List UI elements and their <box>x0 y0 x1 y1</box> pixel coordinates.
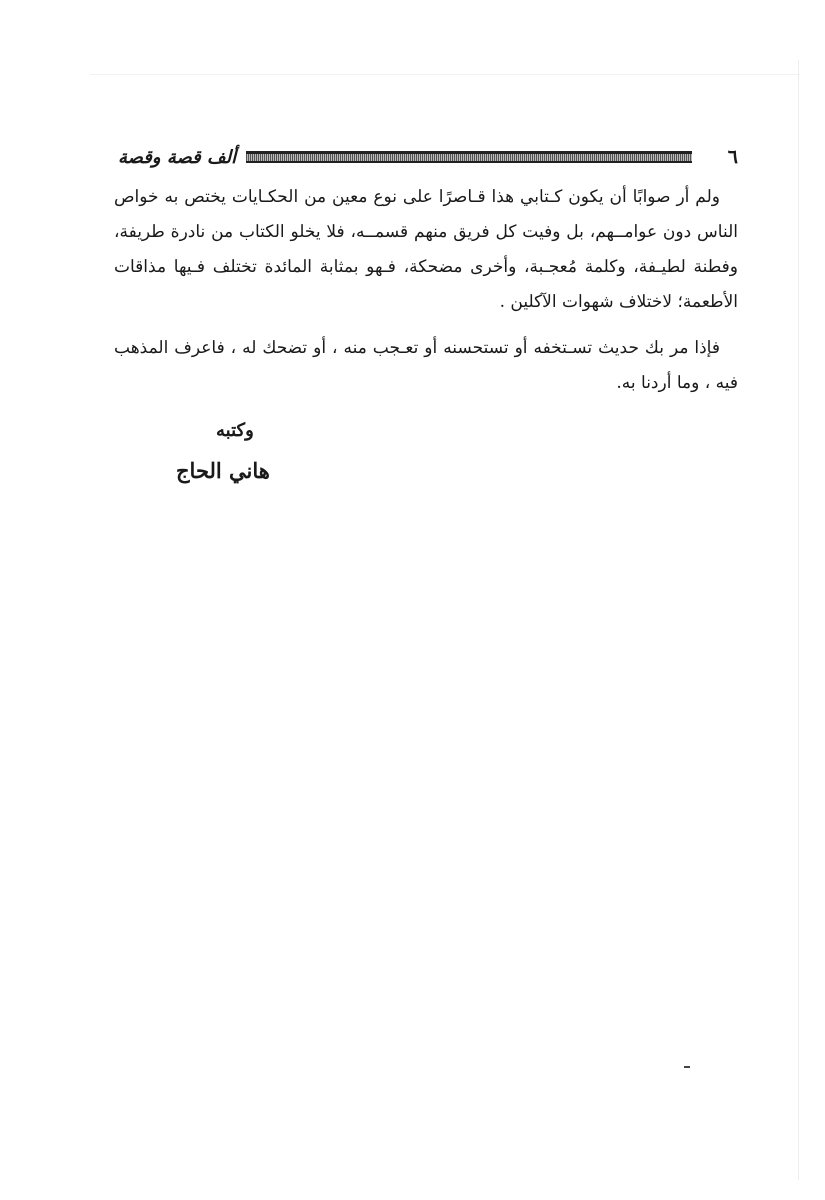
scan-speck <box>684 1066 690 1068</box>
header-rule <box>246 151 692 163</box>
scan-edge <box>798 60 799 1180</box>
scan-edge <box>90 74 800 75</box>
running-title: ألف قصة وقصة <box>118 146 237 168</box>
signoff-word: وكتبه <box>216 420 254 441</box>
paragraph: فإذا مر بك حديث تسـتخفه أو تستحسنه أو تعـجب منه ، أو تضحك له ، فاعرف المذهب فيه ، وما أردنا به. <box>114 338 738 393</box>
page-number: ٦ <box>727 146 738 168</box>
page-header <box>118 142 738 172</box>
paragraph: ولم أر صوابًا أن يكون كـتابي هذا قـاصرًا على نوع معين من الحكـايات يختص به خواص الناس دون عوامــهم، بل وفيت كل فريق منهم قسمــه، فلا يخلو الكتاب من نادرة طريفة، وفطنة لطيـفة، وكلمة مُعجـبة، وأخرى مضحكة، فـهو بمثابة المائدة تختلف فـيها مذاقات الأطعمة؛ لاختلاف شهوات الآكلين . <box>114 187 738 312</box>
author-signature: هاني الحاج <box>176 458 270 483</box>
body-text <box>114 180 738 401</box>
